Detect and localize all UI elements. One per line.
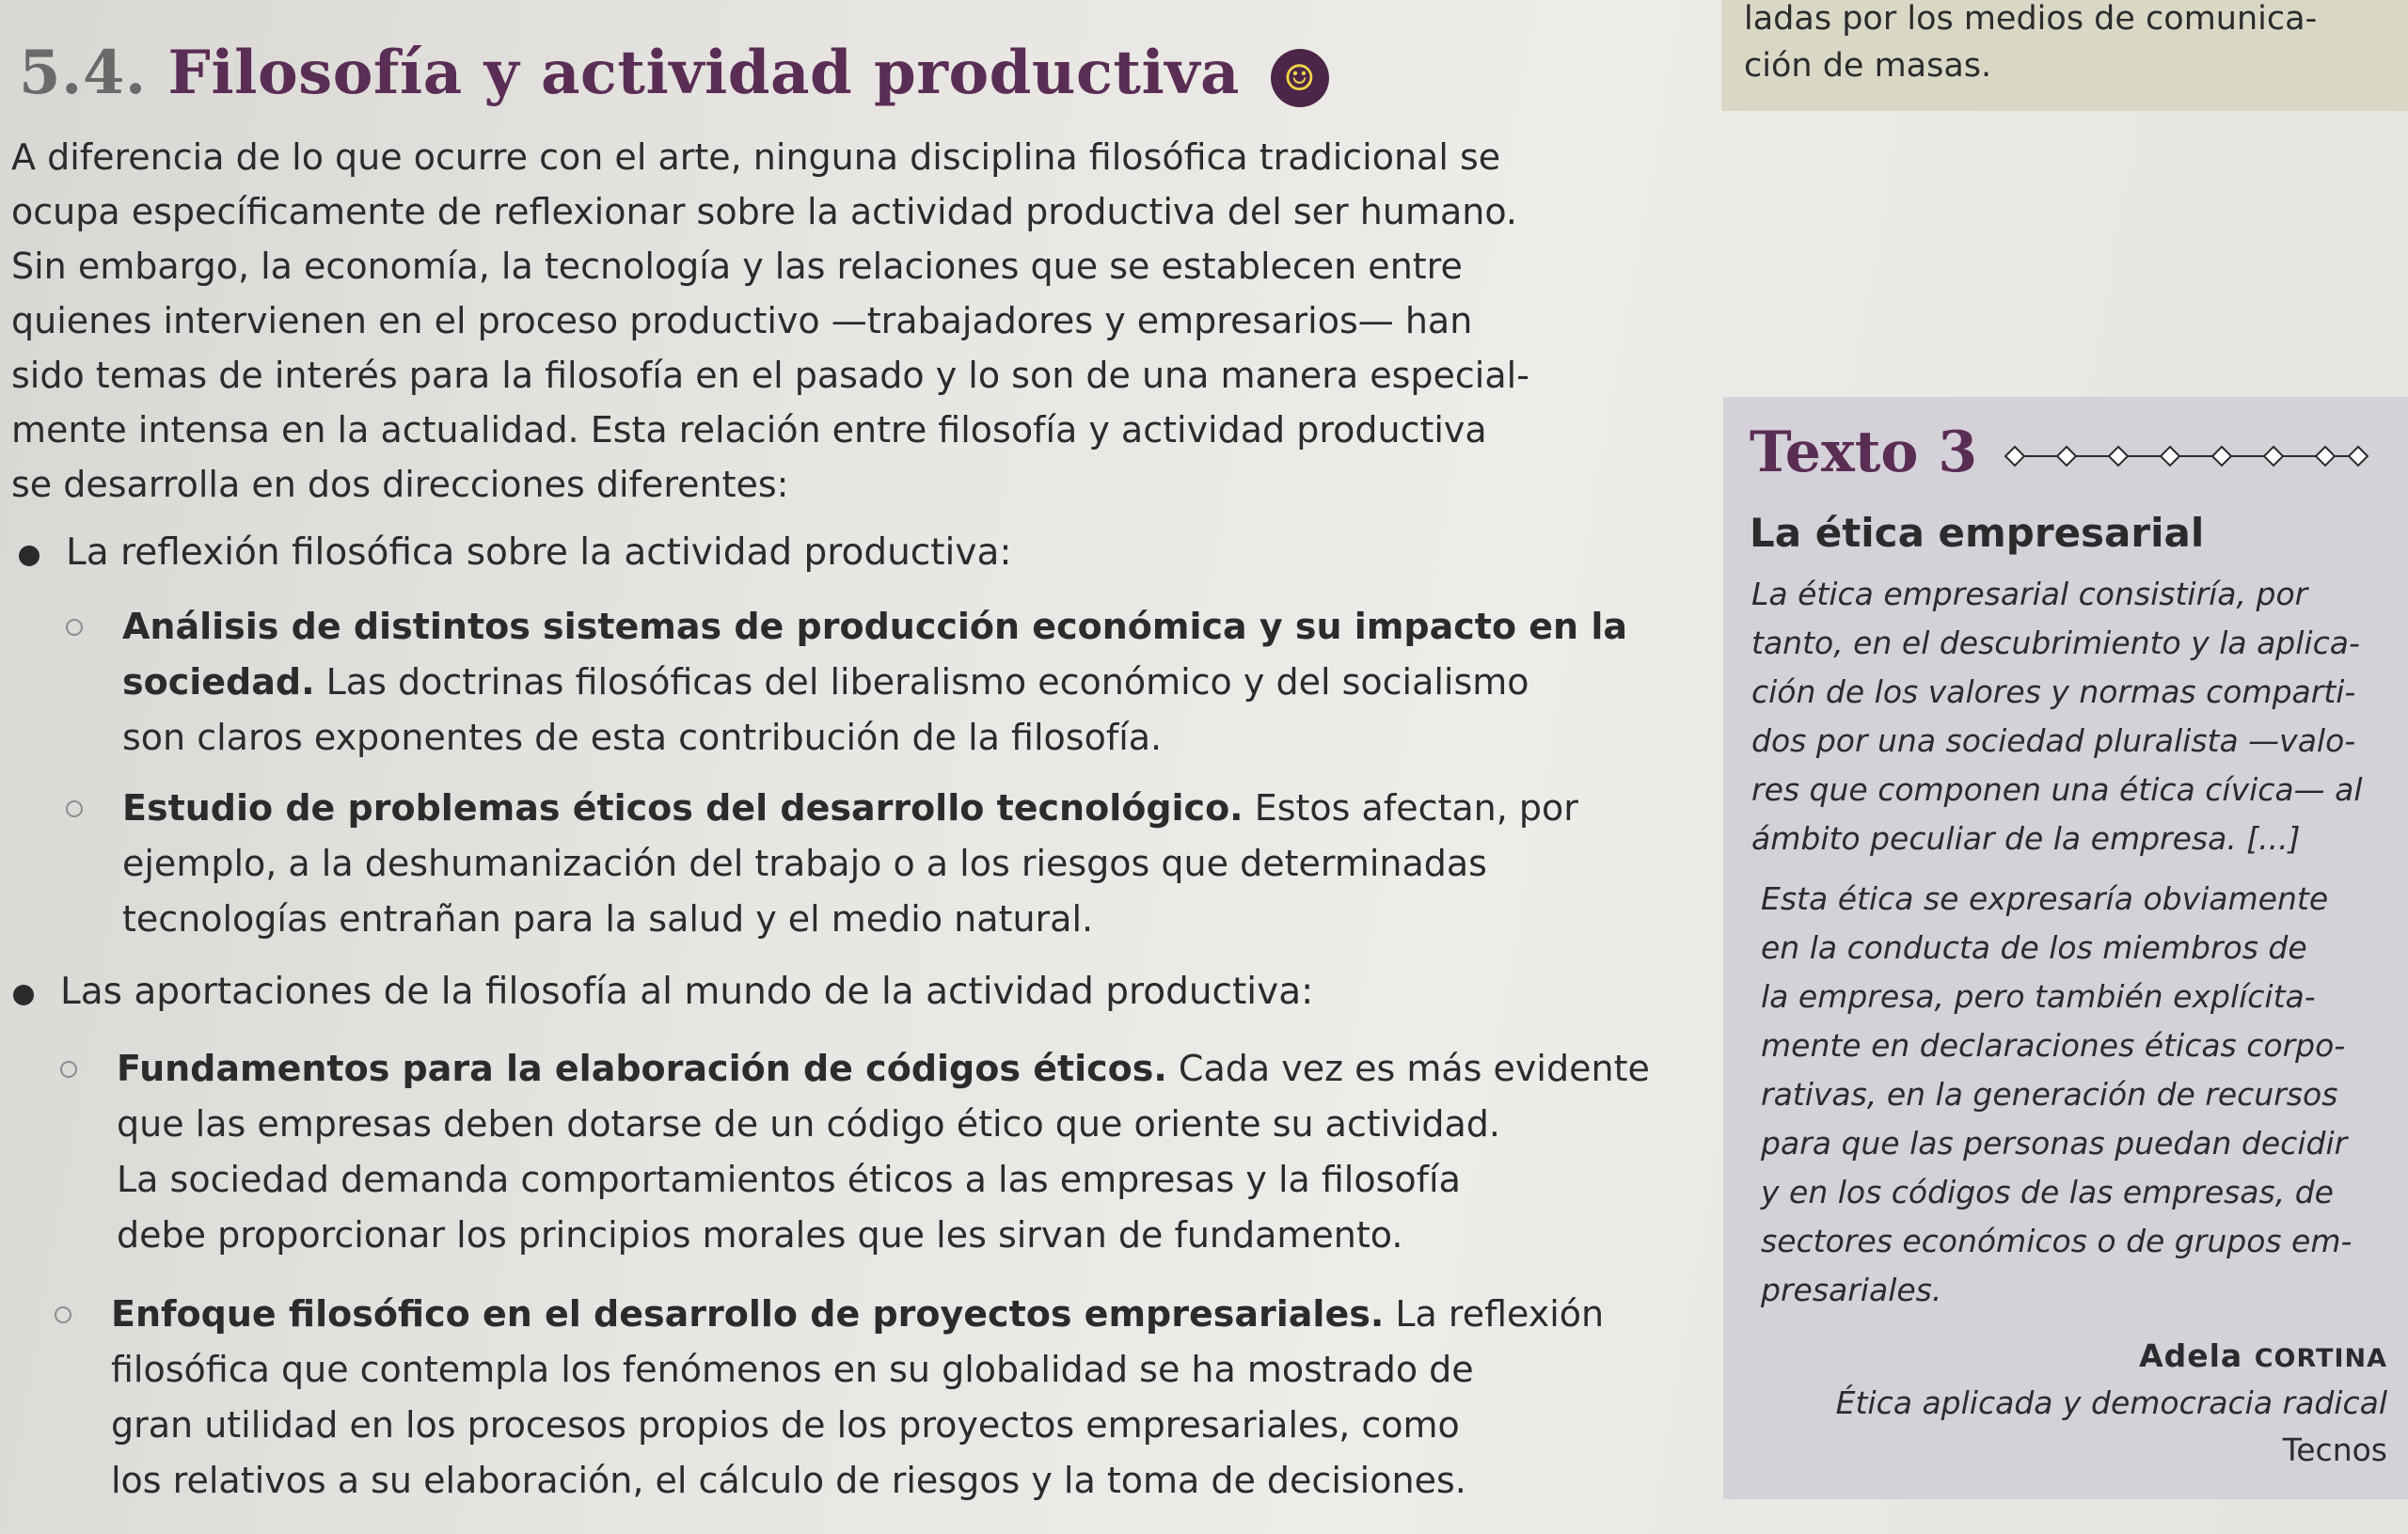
- bullet-label: Las aportaciones de la filosofía al mundo de la actividad productiva:: [60, 971, 1314, 1013]
- quote-line: tanto, en el descubrimiento y la aplica-: [1751, 625, 2360, 661]
- section-heading: [19, 38, 1329, 108]
- sub-item-heading: Análisis de distintos sistemas de producción económica y su impacto en la: [122, 606, 1628, 647]
- bullet-item: [60, 971, 1313, 1013]
- sub-item: [122, 599, 1627, 766]
- intro-line: A diferencia de lo que ocurre con el arte, ninguna disciplina filosófica tradicional se: [11, 136, 1501, 178]
- sub-item-heading: Fundamentos para la elaboración de códigos éticos.: [117, 1048, 1167, 1089]
- ring-bullet-icon: [60, 1061, 77, 1078]
- sub-item-text: ejemplo, a la deshumanización del trabajo o a los riesgos que determinadas: [122, 843, 1487, 884]
- quote-line: dos por una sociedad pluralista —valo-: [1751, 722, 2356, 759]
- sub-item-text: los relativos a su elaboración, el cálculo de riesgos y la toma de decisiones.: [111, 1460, 1466, 1501]
- quote-line: presariales.: [1761, 1272, 1942, 1308]
- text-box-title: Texto 3: [1750, 419, 1978, 485]
- section-title: Filosofía y actividad productiva: [167, 38, 1240, 108]
- group-activity-icon: ☺: [1271, 49, 1329, 107]
- intro-line: ocupa específicamente de reflexionar sobre la actividad productiva del ser humano.: [11, 191, 1517, 232]
- quote-line: La ética empresarial consistiría, por: [1751, 576, 2308, 612]
- top-note-line: ladas por los medios de comunica-: [1744, 0, 2318, 38]
- sub-item-heading: Enfoque filosófico en el desarrollo de proyectos empresariales.: [111, 1293, 1385, 1335]
- quote-line: ción de los valores y normas comparti-: [1751, 673, 2356, 710]
- intro-line: sido temas de interés para la filosofía en el pasado y lo son de una manera especial-: [11, 355, 1529, 396]
- sub-item-text: debe proporcionar los principios morales que les sirvan de fundamento.: [117, 1214, 1403, 1256]
- quote-line: para que las personas puedan decidir: [1761, 1125, 2348, 1162]
- quote-line: la empresa, pero también explícita-: [1761, 978, 2316, 1015]
- quote-paragraph: [1761, 875, 2352, 1315]
- intro-line: quienes intervienen en el proceso productivo —trabajadores y empresarios— han: [11, 300, 1473, 341]
- sub-item-heading: sociedad.: [122, 661, 315, 703]
- quote-line: sectores económicos o de grupos em-: [1761, 1223, 2353, 1259]
- bullet-label: La reflexión filosófica sobre la actividad productiva:: [66, 531, 1012, 574]
- quote-paragraph: [1751, 570, 2363, 863]
- section-number: 5.4.: [19, 38, 147, 108]
- sub-item-text: filosófica que contempla los fenómenos en su globalidad se ha mostrado de: [111, 1349, 1474, 1390]
- ring-bullet-icon: [66, 800, 83, 817]
- sub-item-text: Las doctrinas filosóficas del liberalismo económico y del socialismo: [314, 661, 1529, 703]
- top-note-line: ción de masas.: [1744, 47, 1992, 85]
- quote-line: rativas, en la generación de recursos: [1761, 1076, 2338, 1113]
- intro-paragraph: [11, 130, 1529, 512]
- sub-item-text: La reflexión: [1384, 1293, 1605, 1335]
- quote-line: res que componen una ética cívica— al: [1751, 771, 2363, 808]
- intro-line: Sin embargo, la economía, la tecnología y las relaciones que se establecen entre: [11, 245, 1463, 287]
- author-first-name: Adela: [2139, 1337, 2255, 1374]
- intro-line: mente intensa en la actualidad. Esta relación entre filosofía y actividad productiva: [11, 409, 1487, 451]
- sub-item-text: Estos afectan, por: [1243, 787, 1578, 829]
- text-box: [1723, 397, 2408, 1499]
- sub-item: [122, 781, 1578, 947]
- diamond-chain-icon: [1996, 439, 2372, 473]
- ring-bullet-icon: [66, 619, 83, 636]
- quote-author: [2139, 1337, 2387, 1374]
- quote-line: Esta ética se expresaría obviamente: [1761, 880, 2329, 917]
- quote-publisher: Tecnos: [2282, 1431, 2387, 1468]
- quote-line: ámbito peculiar de la empresa. [...]: [1751, 820, 2301, 857]
- bullet-item: [66, 531, 1012, 574]
- sub-item-text: gran utilidad en los procesos propios de los proyectos empresariales, como: [111, 1404, 1460, 1446]
- sub-item: [111, 1287, 1604, 1509]
- author-last-name: CORTINA: [2254, 1344, 2387, 1373]
- quote-book-title: Ética aplicada y democracia radical: [1835, 1384, 2387, 1421]
- sub-item-text: que las empresas deben dotarse de un código ético que oriente su actividad.: [117, 1103, 1500, 1145]
- quote-line: mente en declaraciones éticas corpo-: [1761, 1027, 2346, 1064]
- bullet-dot-icon: [19, 546, 40, 566]
- intro-line: se desarrolla en dos direcciones diferentes:: [11, 464, 789, 505]
- sub-item: [117, 1041, 1650, 1263]
- sub-item-text: son claros exponentes de esta contribución de la filosofía.: [122, 717, 1163, 758]
- sub-item-text: Cada vez es más evidente: [1166, 1048, 1650, 1089]
- bullet-dot-icon: [13, 985, 34, 1005]
- sub-item-heading: Estudio de problemas éticos del desarrollo tecnológico.: [122, 787, 1244, 829]
- quote-line: en la conducta de los miembros de: [1761, 929, 2307, 966]
- quote-line: y en los códigos de las empresas, de: [1761, 1174, 2334, 1210]
- ring-bullet-icon: [55, 1306, 71, 1323]
- sub-item-text: tecnologías entrañan para la salud y el medio natural.: [122, 898, 1094, 940]
- text-box-subtitle: La ética empresarial: [1750, 510, 2205, 556]
- top-note-box: [1721, 0, 2408, 111]
- sub-item-text: La sociedad demanda comportamientos éticos a las empresas y la filosofía: [117, 1159, 1461, 1200]
